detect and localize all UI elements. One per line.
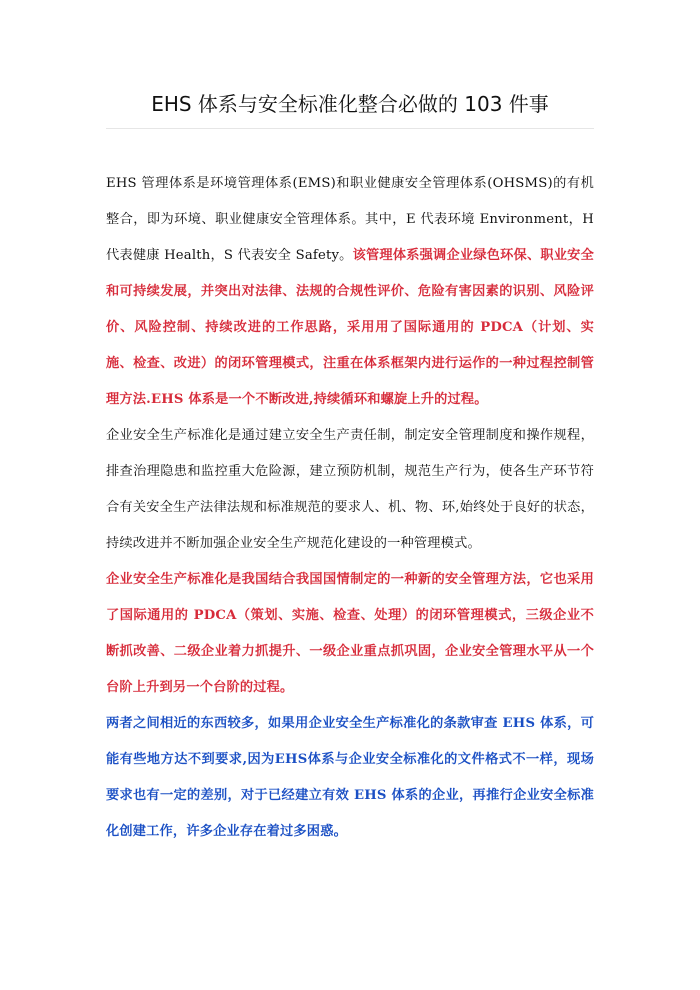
document-body	[106, 166, 594, 850]
paragraph-text: EHS 管理体系是环境管理体系(EMS)和职业健康安全管理体系(OHSMS)的有机整合，即为环境、职业健康安全管理体系。其中，E 代表环境 Environment，H 代表健康 Health，S 代表安全 Safety。	[106, 176, 594, 263]
paragraph-comparison	[106, 706, 594, 850]
document-title: EHS 体系与安全标准化整合必做的 103 件事	[151, 92, 549, 116]
paragraph-text: 企业安全生产标准化是通过建立安全生产责任制，制定安全管理制度和操作规程，排查治理隐患和监控重大危险源，建立预防机制，规范生产行为，使各生产环节符合有关安全生产法律法规和标准规范的要求人、机、物、环,始终处于良好的状态，持续改进并不断加强企业安全生产规范化建设的一种管理模式。	[106, 428, 594, 551]
paragraph-ehs-definition	[106, 166, 594, 418]
paragraph-standardization-definition	[106, 418, 594, 562]
title-divider	[106, 128, 594, 129]
paragraph-highlight-red: 企业安全生产标准化是我国结合我国国情制定的一种新的安全管理方法，它也采用了国际通用的 PDCA（策划、实施、检查、处理）的闭环管理模式，三级企业不断抓改善、二级企业着力抓提升、一级企业重点抓巩固，企业安全管理水平从一个台阶上升到另一个台阶的过程。	[106, 572, 594, 695]
paragraph-standardization-method	[106, 562, 594, 706]
paragraph-highlight-red: 该管理体系强调企业绿色环保、职业安全和可持续发展，并突出对法律、法规的合规性评价、危险有害因素的识别、风险评价、风险控制、持续改进的工作思路，采用用了国际通用的 PDCA（计划、实施、检查、改进）的闭环管理模式，注重在体系框架内进行运作的一种过程控制管理方法.EHS 体系是一个不断改进,持续循环和螺旋上升的过程。	[106, 248, 594, 407]
paragraph-highlight-blue: 两者之间相近的东西较多，如果用企业安全生产标准化的条款审查 EHS 体系，可能有些地方达不到要求,因为EHS体系与企业安全标准化的文件格式不一样，现场要求也有一定的差别，对于已经建立有效 EHS 体系的企业，再推行企业安全标准化创建工作，许多企业存在着过多困惑。	[106, 716, 594, 839]
